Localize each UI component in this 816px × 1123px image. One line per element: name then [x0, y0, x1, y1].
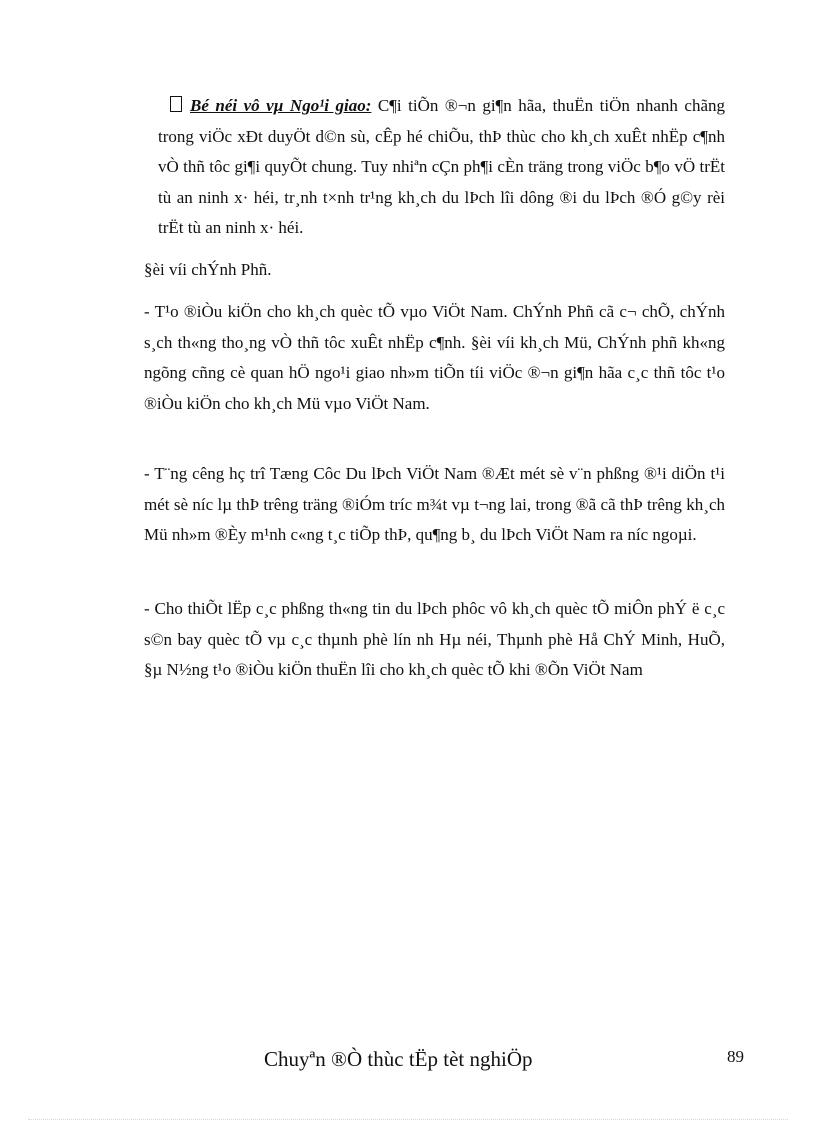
- square-bullet-icon: [170, 96, 182, 112]
- paragraph-heading: Bé néi vô vµ Ngo¹i giao:: [190, 96, 372, 115]
- paragraph-info-centers: - Cho thiÕt lËp c¸c phßng th«ng tin du lÞch phôc vô kh¸ch quèc tÕ miÔn phÝ ë c¸c s©n bay quèc tÕ vµ c¸c thµnh phè lín nh Hµ néi, Thµnh phè Hå ChÝ Minh, HuÕ, §µ N½ng t¹o ®iÒu kiÖn thuËn lîi cho kh¸ch quèc tÕ khi ®Õn ViÖt Nam: [144, 599, 725, 679]
- page-number: 89: [727, 1047, 744, 1066]
- footer-title: Chuyªn ®Ò thùc tËp tèt nghiÖp: [264, 1047, 533, 1071]
- paragraph-text: C¶i tiÕn ®¬n gi¶n hãa, thuËn tiÖn nhanh chãng trong viÖc xÐt duyÖt d©n sù, cÊp hé chiÕu, thÞ thùc cho kh¸ch xuÊt nhËp c¶nh vÒ thñ tôc gi¶i quyÕt chung. Tuy nhiªn cÇn ph¶i cÈn träng trong viÖc b¶o vÖ trËt tù an ninh x· héi, tr¸nh t×nh tr¹ng kh¸ch du lÞch lîi dông ®i du lÞch ®Ó g©y rèi trËt tù an ninh x· héi.: [158, 96, 725, 237]
- paragraph-tourism-offices: - T¨ng cêng hç trî Tæng Côc Du lÞch ViÖt Nam ®Æt mét sè v¨n phßng ®¹i diÖn t¹i mét sè níc lµ thÞ trêng träng ®iÓm tríc m¾t vµ t¬ng lai, trong ®ã cã thÞ trêng kh¸ch Mü nh»m ®Èy m¹nh c«ng t¸c tiÕp thÞ, qu¶ng b¸ du lÞch ViÖt Nam ra níc ngoµi.: [144, 464, 725, 544]
- paragraph-entry-conditions: - T¹o ®iÒu kiÖn cho kh¸ch quèc tÕ vµo ViÖt Nam. ChÝnh Phñ cã c¬ chÕ, chÝnh s¸ch th«ng tho¸ng vÒ thñ tôc xuÊt nhËp c¶nh. §èi víi kh¸ch Mü, ChÝnh phñ kh«ng ngõng cñng cè quan hÖ ngo¹i giao nh»m tiÕn tíi viÖc ®¬n gi¶n hãa c¸c thñ tôc t¹o ®iÒu kiÖn cho kh¸ch Mü vµo ViÖt Nam.: [144, 302, 725, 413]
- paragraph-government-heading: §èi víi chÝnh Phñ.: [144, 260, 272, 279]
- paragraph-ministry-foreign-affairs: [158, 91, 725, 244]
- footer-divider: [28, 1119, 788, 1120]
